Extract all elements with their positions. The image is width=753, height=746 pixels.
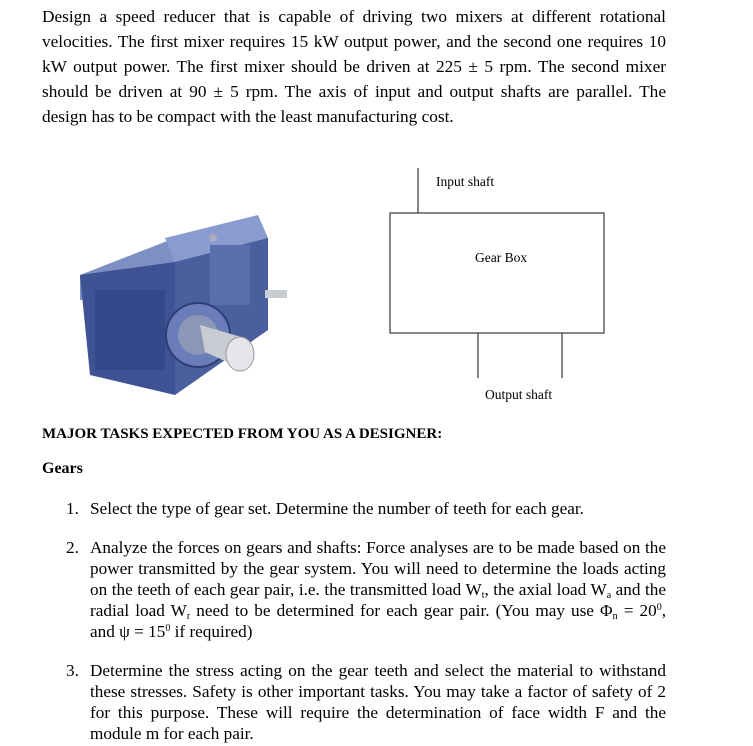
list-text: Select the type of gear set. Determine the number of teeth for each gear. [90,499,584,518]
list-number: 2. [66,538,79,557]
gearbox-block [390,213,604,333]
text-segment: = 20 [617,601,657,620]
text-segment: need to be determined for each gear pair. (You may use Φ [190,601,613,620]
superscript: 0 [656,602,662,613]
superscript: 0 [165,623,171,634]
gear-box-label: Gear Box [475,250,528,265]
subscript: n [612,611,618,622]
text-segment: and the radial load W [90,580,666,620]
text-segment: , the axial load W [484,580,607,599]
text-segment: , and ψ = 15 [90,601,666,641]
subscript: t [481,590,485,601]
subsection-heading: Gears [42,460,83,477]
list-item [66,660,666,744]
list-item [66,498,666,519]
list-text: Determine the stress acting on the gear teeth and select the material to withstand these stresses. Safety is other important tasks. You may take a factor of safety of 2 for this purpose. These will require the determination of face width F and the module m for each pair. [90,661,666,743]
output-shaft-label: Output shaft [485,387,553,402]
subscript: r [186,611,191,622]
section-heading: MAJOR TASKS EXPECTED FROM YOU AS A DESIGNER: [42,426,443,442]
text-segment: Analyze the forces on gears and shafts: Force analyses are to be made based on the power transmitted by the gear system. You will need to determine the loads acting on the teeth of each gear pair, i.e. the transmitted load W [90,538,666,599]
list-text [90,538,666,641]
problem-statement: Design a speed reducer that is capable of driving two mixers at different rotational velocities. The first mixer requires 15 kW output power, and the second one requires 10 kW output power. The first mixer should be driven at 225 ± 5 rpm. The second mixer should be driven at 90 ± 5 rpm. The axis of input and output shafts are parallel. The design has to be compact with the least manufacturing cost. [42,7,666,126]
subscript: a [606,590,612,601]
input-shaft-label: Input shaft [436,174,495,189]
list-item [66,537,666,642]
list-number: 1. [66,499,79,518]
text-segment: if required) [170,622,253,641]
gearbox-3d-image [80,215,287,395]
block-diagram [390,168,604,378]
task-list [66,498,666,744]
list-number: 3. [66,661,79,680]
